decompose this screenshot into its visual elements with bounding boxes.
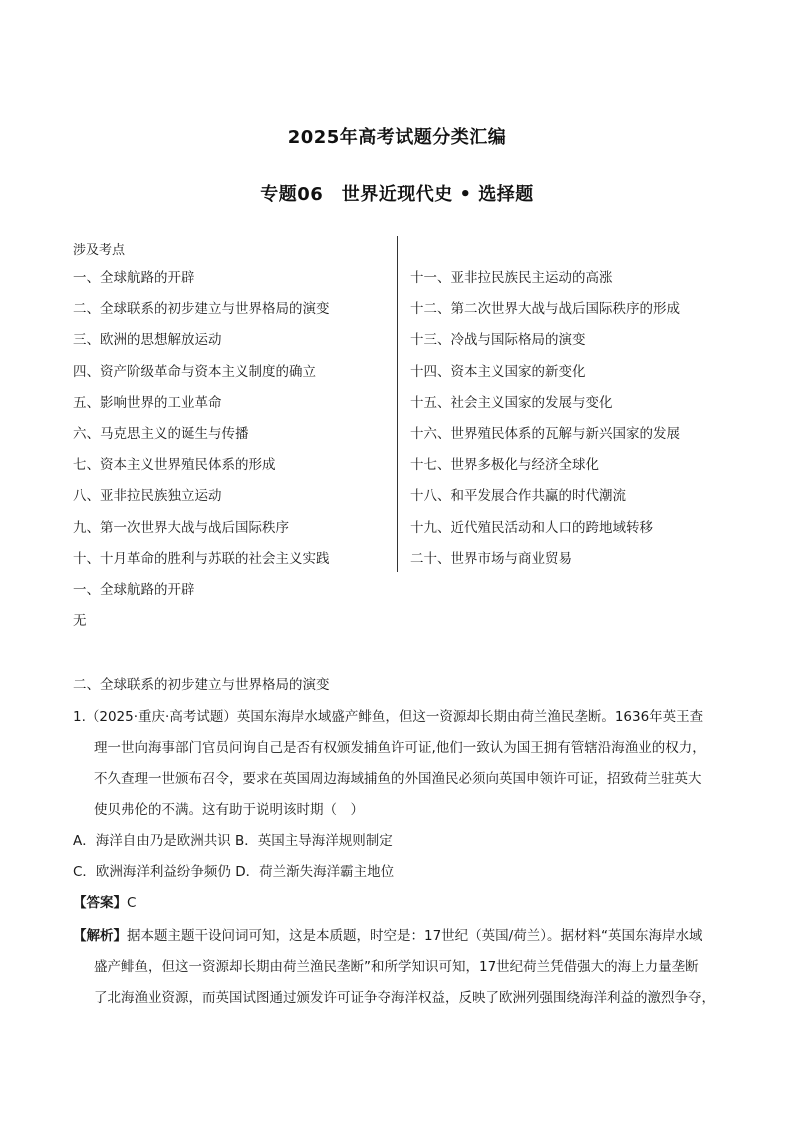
toc-item[interactable]: 十三、冷战与国际格局的演变 (410, 332, 586, 349)
toc-item[interactable]: 八、亚非拉民族独立运动 (73, 488, 222, 505)
section-1-heading: 一、全球航路的开辟 (73, 582, 195, 598)
toc-item[interactable]: 十八、和平发展合作共赢的时代潮流 (410, 488, 626, 505)
question-line: 理一世向海事部门官员问询自己是否有权颁发捕鱼许可证,他们一致认为国王拥有管辖沿海渔业的权力， (94, 740, 706, 756)
toc-left-column (73, 266, 393, 578)
toc-item[interactable]: 七、资本主义世界殖民体系的形成 (73, 457, 276, 474)
analysis-line: 盛产鲱鱼，但这一资源却长期由荷兰渔民垄断”和所学知识可知，17世纪荷兰凭借强大的海上力量垄断 (94, 959, 699, 975)
section-2-heading: 二、全球联系的初步建立与世界格局的演变 (73, 677, 330, 693)
toc-item[interactable]: 十二、第二次世界大战与战后国际秩序的形成 (410, 301, 680, 318)
toc-item[interactable]: 十四、资本主义国家的新变化 (410, 363, 586, 380)
document-subtitle: 专题06 世界近现代史 • 选择题 (260, 184, 534, 205)
analysis-line (73, 924, 702, 948)
question-line: 1.（2025·重庆·高考试题）英国东海岸水域盛产鲱鱼，但这一资源却长期由荷兰渔民垄断。1636年英王查 (73, 709, 704, 725)
toc-item[interactable]: 二、全球联系的初步建立与世界格局的演变 (73, 301, 330, 318)
toc-item[interactable]: 十七、世界多极化与经济全球化 (410, 457, 599, 474)
toc-item[interactable]: 十一、亚非拉民族民主运动的高涨 (410, 270, 613, 286)
toc-item[interactable]: 五、影响世界的工业革命 (73, 394, 222, 411)
toc-item[interactable]: 四、资产阶级革命与资本主义制度的确立 (73, 363, 316, 380)
toc-label: 涉及考点 (73, 243, 126, 258)
toc-item[interactable]: 一、全球航路的开辟 (73, 270, 195, 286)
toc-item[interactable]: 六、马克思主义的诞生与传播 (73, 425, 249, 442)
answer-value: C (127, 895, 137, 911)
toc-item[interactable]: 十六、世界殖民体系的瓦解与新兴国家的发展 (410, 425, 680, 442)
toc-divider (397, 236, 398, 572)
toc-item[interactable]: 三、欧洲的思想解放运动 (73, 332, 222, 349)
toc-item[interactable]: 十五、社会主义国家的发展与变化 (410, 394, 613, 411)
question-line: 不久查理一世颁布召令，要求在英国周边海域捕鱼的外国渔民必须向英国申领许可证，招致荷兰驻英大 (94, 771, 702, 787)
section-1-content: 无 (73, 613, 87, 629)
analysis-label: 【解析】 (73, 928, 127, 944)
document-title: 2025年高考试题分类汇编 (287, 127, 507, 148)
toc-item[interactable]: 十、十月革命的胜利与苏联的社会主义实践 (73, 550, 330, 567)
question-line: 使贝弗伦的不满。这有助于说明该时期（ ） (94, 802, 364, 818)
toc-item[interactable]: 九、第一次世界大战与战后国际秩序 (73, 519, 289, 536)
toc-item[interactable]: 二十、世界市场与商业贸易 (410, 550, 572, 567)
answer-label: 【答案】 (73, 895, 127, 911)
options-ab: A．海洋自由乃是欧洲共识 B．英国主导海洋规则制定 (73, 833, 393, 849)
options-cd: C．欧洲海洋利益纷争频仍 D．荷兰渐失海洋霸主地位 (73, 864, 395, 880)
toc-right-column (410, 266, 730, 578)
toc-item[interactable]: 十九、近代殖民活动和人口的跨地域转移 (410, 519, 653, 536)
analysis-text: 据本题主题干设问词可知，这是本质题，时空是：17世纪（英国/荷兰）。据材料“英国东海岸水域 (127, 928, 703, 944)
analysis-line: 了北海渔业资源，而英国试图通过颁发许可证争夺海洋权益，反映了欧洲列强围绕海洋利益的激烈争夺， (94, 990, 715, 1006)
answer-line (73, 891, 136, 915)
